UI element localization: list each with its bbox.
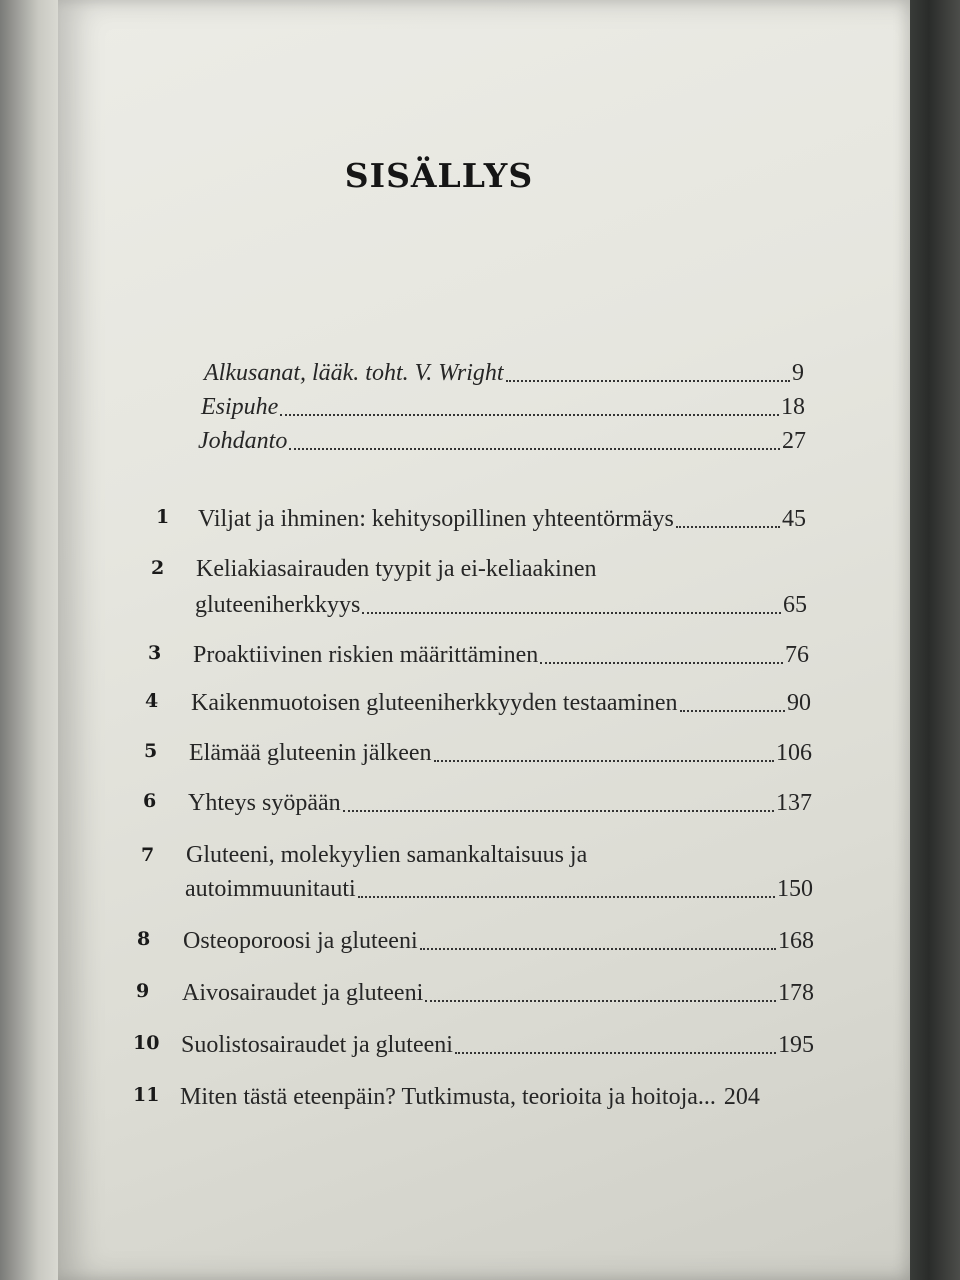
toc-entry-page: 195 xyxy=(778,1032,814,1058)
toc-entry-page: 27 xyxy=(782,428,806,454)
dot-leader xyxy=(540,662,783,664)
toc-entry-page: 76 xyxy=(785,642,809,668)
toc-entry-page: 178 xyxy=(778,980,814,1006)
toc-entry-title: Yhteys syöpään xyxy=(188,790,341,816)
table-of-contents xyxy=(58,0,910,1280)
chapter-number: 1 xyxy=(156,506,170,528)
chapter-number: 7 xyxy=(141,844,155,866)
toc-entry-chapter-1 xyxy=(156,506,806,533)
toc-entry-page: 106 xyxy=(776,740,812,766)
toc-entry-title: Alkusanat, lääk. toht. V. Wright xyxy=(204,360,504,386)
toc-entry-title: Proaktiivinen riskien määrittäminen xyxy=(193,642,539,668)
toc-entry-title: Elämää gluteenin jälkeen xyxy=(189,740,432,766)
toc-entry-page: 18 xyxy=(781,394,805,420)
toc-entry-title: Esipuhe xyxy=(201,394,279,420)
toc-entry-title: Osteoporoosi ja gluteeni xyxy=(183,928,418,954)
toc-entry-title: Miten tästä eteenpäin? Tutkimusta, teorioita ja hoitoja... xyxy=(180,1084,716,1110)
dot-leader xyxy=(506,380,790,382)
chapter-number: 11 xyxy=(133,1084,160,1106)
toc-entry-title-line1: Gluteeni, molekyylien samankaltaisuus ja xyxy=(186,842,588,868)
dot-leader xyxy=(343,810,774,812)
toc-entry-page: 9 xyxy=(792,360,804,386)
toc-entry-title-line1: Keliakiasairauden tyypit ja ei-keliaakinen xyxy=(196,556,597,582)
toc-entry-page: 45 xyxy=(782,506,806,532)
dot-leader xyxy=(434,760,774,762)
toc-entry-title: Aivosairaudet ja gluteeni xyxy=(182,980,424,1006)
toc-entry-chapter-6 xyxy=(143,790,812,817)
toc-entry-chapter-8 xyxy=(137,928,814,955)
dot-leader xyxy=(420,948,776,950)
chapter-number: 8 xyxy=(137,928,151,950)
page-title: SISÄLLYS xyxy=(344,156,534,195)
toc-entry-front-3 xyxy=(198,428,806,455)
dot-leader xyxy=(358,896,775,898)
toc-entry-title: gluteeniherkkyys xyxy=(195,592,361,618)
book-cover-edge xyxy=(908,0,960,1280)
toc-entry-page: 90 xyxy=(787,690,811,716)
toc-entry-chapter-3 xyxy=(148,642,809,669)
chapter-number: 5 xyxy=(144,740,158,762)
toc-entry-chapter-2-line1 xyxy=(196,556,597,583)
toc-entry-chapter-4 xyxy=(145,690,811,717)
toc-entry-page: 150 xyxy=(777,876,813,902)
toc-entry-front-2 xyxy=(201,394,805,421)
dot-leader xyxy=(362,612,781,614)
toc-entry-chapter-5 xyxy=(144,740,812,767)
book-page xyxy=(58,0,910,1280)
toc-entry-page: 65 xyxy=(783,592,807,618)
toc-entry-chapter-7-line1 xyxy=(186,842,587,869)
chapter-number: 10 xyxy=(133,1032,160,1054)
toc-entry-title: Johdanto xyxy=(198,428,288,454)
chapter-number: 6 xyxy=(143,790,157,812)
toc-entry-chapter-9 xyxy=(136,980,814,1007)
chapter-number: 2 xyxy=(151,557,165,579)
toc-entry-page: 204 xyxy=(723,1084,760,1110)
chapter-number: 3 xyxy=(148,642,162,664)
chapter-number: 4 xyxy=(145,690,159,712)
toc-entry-front-1 xyxy=(204,360,804,387)
dot-leader xyxy=(676,526,780,528)
toc-entry-title: autoimmuunitauti xyxy=(185,876,356,902)
toc-entry-page: 168 xyxy=(778,928,814,954)
dot-leader xyxy=(425,1000,776,1002)
toc-entry-title: Suolistosairaudet ja gluteeni xyxy=(181,1032,453,1058)
chapter-number: 9 xyxy=(136,980,150,1002)
dot-leader xyxy=(280,414,779,416)
dot-leader xyxy=(289,448,780,450)
toc-entry-chapter-11 xyxy=(133,1084,816,1111)
toc-entry-title: Kaikenmuotoisen gluteeniherkkyyden testaaminen xyxy=(191,690,678,716)
toc-entry-chapter-10 xyxy=(133,1032,814,1059)
dot-leader xyxy=(680,710,785,712)
dot-leader xyxy=(455,1052,776,1054)
toc-entry-title: Viljat ja ihminen: kehitysopillinen yhteentörmäys xyxy=(198,506,674,532)
toc-entry-page: 137 xyxy=(776,790,812,816)
